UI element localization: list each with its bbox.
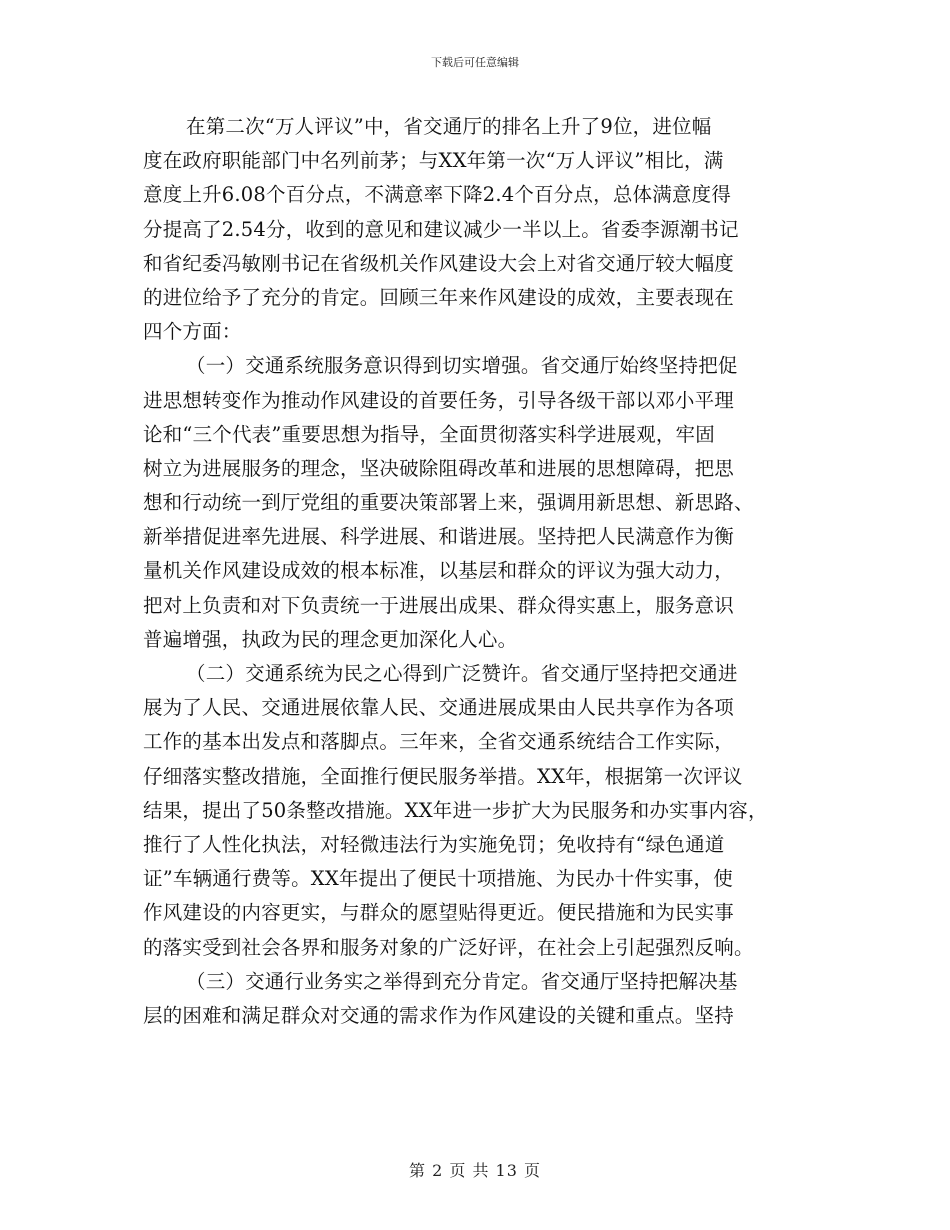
paragraph-line: 和省纪委冯敏刚书记在省级机关作风建设大会上对省交通厅较大幅度: [143, 251, 735, 275]
paragraph-line: 的进位给予了充分的肯定。回顾三年来作风建设的成效，主要表现在: [143, 285, 735, 309]
paragraph-line: 论和“三个代表”重要思想为指导，全面贯彻落实科学进展观，牢固: [143, 422, 715, 446]
paragraph-line: 展为了人民、交通进展依靠人民、交通进展成果由人民共享作为各项: [143, 696, 735, 720]
paragraph-line: 意度上升6.08个百分点，不满意率下降2.4个百分点，总体满意度得: [143, 183, 732, 207]
paragraph-line: 普遍增强，执政为民的理念更加深化人心。: [143, 627, 518, 651]
paragraph-line: 量机关作风建设成效的根本标准，以基层和群众的评议为强大动力，: [143, 559, 735, 583]
paragraph-line: 树立为进展服务的理念，坚决破除阻碍改革和进展的思想障碍，把思: [143, 456, 735, 480]
paragraph-line: 度在政府职能部门中名列前茅；与XX年第一次“万人评议”相比，满: [143, 149, 724, 173]
paragraph-line: 新举措促进率先进展、科学进展、和谐进展。坚持把人民满意作为衡: [143, 525, 735, 549]
paragraph-line: （二）交通系统为民之心得到广泛赞许。省交通厅坚持把交通进: [186, 662, 738, 685]
paragraph-line: （一）交通系统服务意识得到切实增强。省交通厅始终坚持把促: [186, 354, 738, 378]
document-body: [143, 110, 823, 1033]
paragraph-line: 推行了人性化执法，对轻微违法行为实施免罚；免收持有“绿色通道: [143, 832, 725, 856]
paragraph-line: 在第二次“万人评议”中，省交通厅的排名上升了9位，进位幅: [186, 115, 712, 138]
paragraph-line: 把对上负责和对下负责统一于进展出成果、群众得实惠上，服务意识: [143, 593, 735, 617]
page-header: 下载后可任意编辑: [431, 56, 519, 69]
paragraph-line: 四个方面：: [143, 320, 242, 344]
paragraph-line: 层的困难和满足群众对交通的需求作为作风建设的关键和重点。坚持: [143, 1003, 735, 1027]
paragraph-line: 证”车辆通行费等。XX年提出了便民十项措施、为民办十件实事，使: [143, 867, 733, 891]
paragraph-line: 工作的基本出发点和落脚点。三年来，全省交通系统结合工作实际，: [143, 730, 735, 754]
paragraph-line: 作风建设的内容更实，与群众的愿望贴得更近。便民措施和为民实事: [143, 901, 735, 925]
paragraph-line: 的落实受到社会各界和服务对象的广泛好评，在社会上引起强烈反响。: [143, 935, 754, 959]
paragraph-line: 结果，提出了50条整改措施。XX年进一步扩大为民服务和办实事内容，: [143, 798, 768, 822]
paragraph-line: 仔细落实整改措施，全面推行便民服务举措。XX年，根据第一次评议: [143, 764, 743, 788]
paragraph-line: 进思想转变作为推动作风建设的首要任务，引导各级干部以邓小平理: [143, 388, 735, 412]
paragraph-line: 想和行动统一到厅党组的重要决策部署上来，强调用新思想、新思路、: [143, 491, 754, 515]
paragraph-line: （三）交通行业务实之举得到充分肯定。省交通厅坚持把解决基: [186, 969, 738, 993]
page-number-footer: 第 2 页 共 13 页: [409, 1161, 541, 1180]
paragraph-line: 分提高了2.54分，收到的意见和建议减少一半以上。省委李源潮书记: [143, 217, 739, 241]
